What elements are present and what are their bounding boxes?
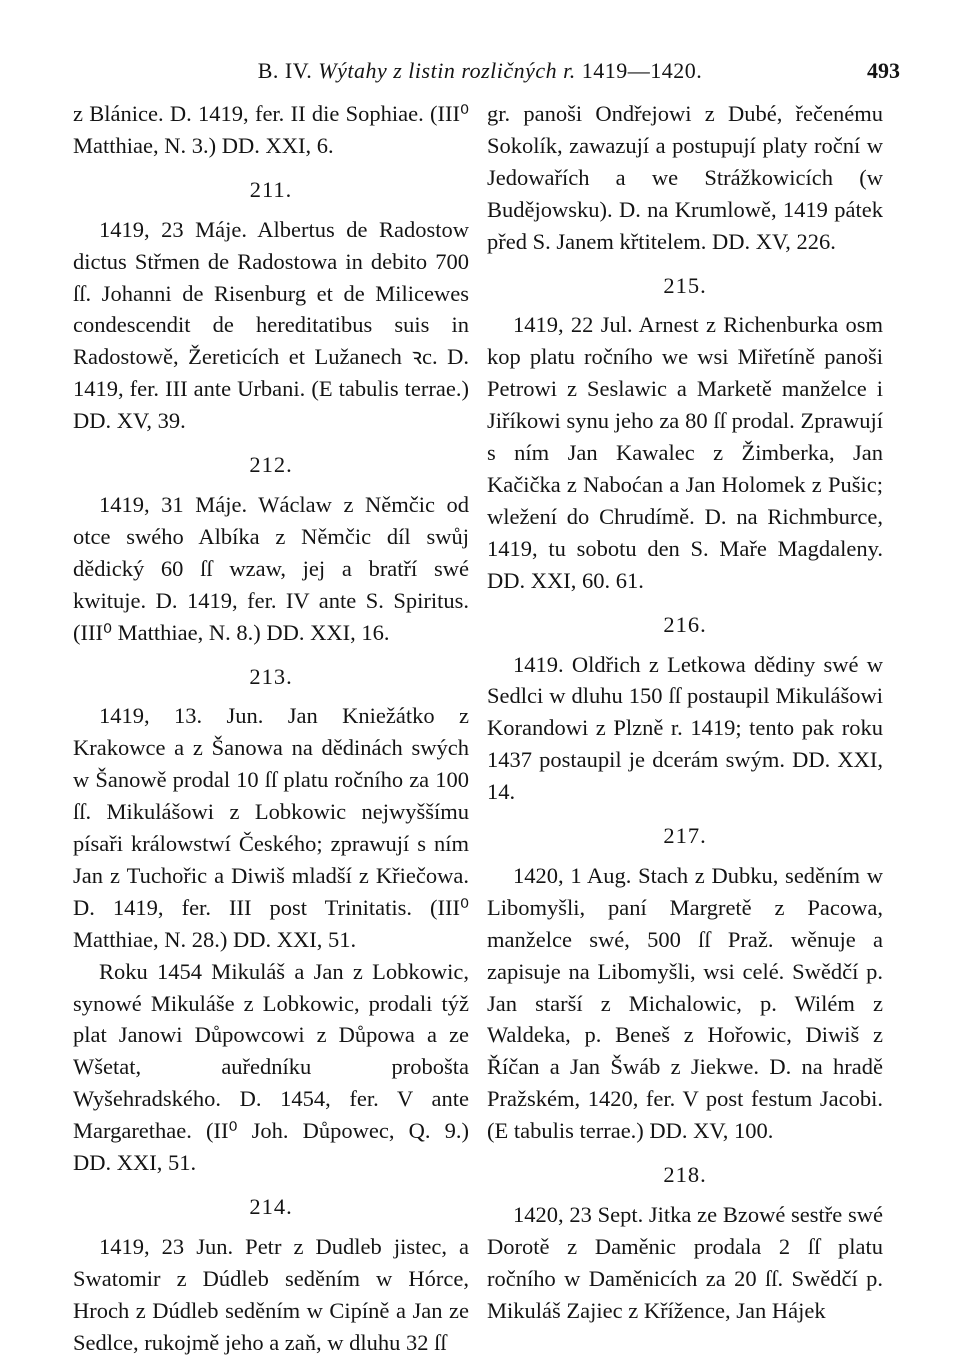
paragraph: 1419, 23 Máje. Albertus de Radostow dictus Střmen de Radostowa in debito 700 ſſ. Johanni de Risenburg et de Milicewes condescendit de hereditatibus suis in Radostowě, Žereticích et Lužanech ꝛc. D. 1419, fer. III ante Urbani. (E tabulis terrae.) DD. XV, 39.	[73, 216, 469, 434]
entry-number: 212.	[249, 452, 293, 478]
left-column	[73, 98, 469, 1359]
paragraph: z Blánice. D. 1419, fer. II die Sophiae. (III⁰ Matthiae, N. 3.) DD. XXI, 6.	[73, 101, 469, 158]
page-number: 493	[867, 58, 900, 83]
running-head	[60, 58, 900, 84]
paragraph: 1420, 23 Sept. Jitka ze Bzowé sestře swé Dorotě z Daměnic prodala 2 ſſ platu ročního w Daměnicích za 20 ſſ. Swědčí p. Mikuláš Zajiec z Křížence, Jan Hájek	[487, 1202, 883, 1323]
entry-number: 217.	[663, 823, 707, 849]
entry-number: 216.	[663, 611, 707, 637]
right-column	[487, 98, 883, 1327]
paragraph: 1419, 31 Máje. Wáclaw z Němčic od otce swého Albíka z Němčic díl swůj dědický 60 ſſ wzaw, jej a bratří swé kwituje. D. 1419, fer. IV ante S. Spiritus. (III⁰ Matthiae, N. 8.) DD. XXI, 16.	[73, 491, 469, 645]
section-label: B. IV.	[257, 58, 313, 83]
paragraph: Roku 1454 Mikuláš a Jan z Lobkowic, synowé Mikuláše z Lobkowic, prodali týž plat Janowi Důpowcowi z Důpowa a ze Wšetat, auředníku probošta Wyšehradského. D. 1454, fer. V ante Margarethae. (II⁰ Joh. Důpowec, Q. 9.) DD. XXI, 51.	[73, 958, 469, 1176]
paragraph: gr. panoši Ondřejowi z Dubé, řečenému Sokolík, zawazují a postupují platy roční w Jedowařích a we Strážkowicích (w Budějowsku). D. na Krumlowě, 1419 pátek před S. Janem křtitelem. DD. XV, 226.	[487, 101, 883, 254]
year-range: 1419—1420.	[581, 58, 703, 83]
page-header	[60, 58, 900, 90]
paragraph: 1419, 13. Jun. Jan Kniežátko z Krakowce a z Šanowa na dědinách swých w Šanowě prodal 10 ſſ platu ročního za 100 ſſ. Mikulášowi z Lobkowic nejwyššímu písaři králowstwí Českého; zprawují s ním Jan z Tuchořic a Diwiš mladší z Křiečowa. D. 1419, fer. III post Trinitatis. (III⁰ Matthiae, N. 28.) DD. XXI, 51.	[73, 703, 469, 952]
entry-number: 213.	[249, 663, 293, 689]
paragraph: 1419, 22 Jul. Arnest z Richenburka osm kop platu ročního we wsi Miřetíně panoši Petrowi z Seslawic a Marketě manželce i Jiříkowi synu jeho za 80 ſſ prodal. Zprawují s ním Jan Kawalec z Žimberka, Jan Kačička z Naboćan a Jan Holomek z Pušic; wležení do Chrudímě. D. na Richmburce, 1419, tu sobotu den S. Maře Magdaleny. DD. XXI, 60. 61.	[487, 312, 883, 593]
entry-number: 215.	[663, 272, 707, 298]
entry-number: 214.	[249, 1194, 293, 1219]
entry-number: 211.	[249, 176, 293, 202]
paragraph: 1420, 1 Aug. Stach z Dubku, seděním w Libomyšli, paní Margretě z Pacowa, manželce swé, 500 ſſ Praž. wěnuje a zapisuje na Libomyšli, wsi celé. Swědčí p. Jan starší z Michalowic, p. Wilém z Waldeka, p. Beneš z Hořowic, Diwiš z Říčan a Jan Šwáb z Jiekwe. D. na hradě Pražském, 1420, fer. V post festum Jacobi. (E tabulis terrae.) DD. XV, 100.	[487, 862, 883, 1144]
paragraph: 1419, 23 Jun. Petr z Dudleb jistec, a Swatomir z Dúdleb seděním w Hórce, Hroch z Dúdleb seděním w Cipíně a Jan ze Sedlce, rukojmě jeho a zaň, w dluhu 32 ſſ	[73, 1233, 469, 1355]
running-title: Wýtahy z listin rozličných r.	[318, 58, 576, 83]
entry-number: 218.	[663, 1162, 707, 1188]
paragraph: 1419. Oldřich z Letkowa dědiny swé w Sedlci w dluhu 150 ſſ postaupil Mikulášowi Korandowi z Plzně r. 1419; tento pak roku 1437 postaupil je dcerám swým. DD. XXI, 14.	[487, 651, 883, 805]
